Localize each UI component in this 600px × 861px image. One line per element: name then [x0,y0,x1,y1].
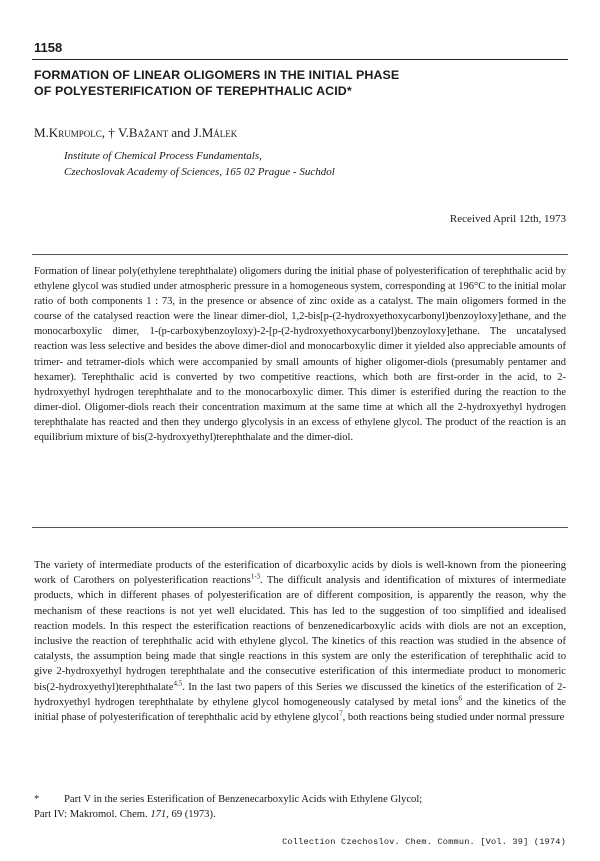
body-text-4: and the kinetics of the initial phase of polyesterification of terephthalic acid by ethylene glycol [34,696,566,724]
author-3: J.Málek [193,125,238,140]
footnote-line-2-prefix: Part IV: Makromol. Chem. [34,809,148,820]
citation-3: 6 [458,694,462,703]
body-paragraph [34,558,566,725]
citation-4: 7 [339,709,343,718]
affiliation-line-1: Institute of Chemical Process Fundamentals, [64,150,262,162]
body-text-3: . In the last two papers of this Series we discussed the kinetics of the esterification of 2-hydroxyethyl hydrogen terephthalate by ethylene glycol homogeneously catalysed by metal ions [34,681,566,708]
body-text-5: , both reactions being studied under normal pressure [342,712,565,724]
abstract-top-rule [32,254,568,255]
footnote [34,792,566,822]
page-number: 1158 [34,40,63,55]
citation-2: 4,5 [173,679,183,688]
affiliation-line-2: Czechoslovak Academy of Sciences, 165 02 Prague - Suchdol [64,166,335,178]
author-list [34,125,237,141]
citation-1: 1-3 [250,572,261,581]
journal-reference: Collection Czechoslov. Chem. Commun. [Vol. 39] (1974) [282,837,566,847]
dagger-mark: † [108,125,115,140]
title-line-2: OF POLYESTERIFICATION OF TEREPHTHALIC ACID* [34,84,352,98]
article-title [34,67,554,99]
abstract: Formation of linear poly(ethylene terephthalate) oligomers during the initial phase of polyesterification of terephthalic acid by ethylene glycol was studied under atmospheric pressure in a homogeneous system, corresponding at 196°C to the initial molar ratio of both components 1 : 73, in the presence or absence of zinc oxide as a catalyst. The main oligomers formed in the course of the catalysed reaction were the linear dimer-diol, 1,2-bis[p-(2-hydroxyethoxycarbonyl)benzoyloxy]ethane, and the monocarboxylic dimer, 1-(p-carboxybenzoyloxy)-2-[p-(2-hydroxyethoxycarbonyl)benzoyloxy]ethane. The uncatalysed reaction was less selective and besides the above dimer-diol and monocarboxylic dimer it yielded also appreciable amounts of trimer- and tetramer-diols which were accompanied by small amounts of higher oligomer-diols (presumably pentamer and hexamer). Terephthalic acid is converted by two competitive reactions, which both are first-order in the acid, to 2-hydroxyethyl hydrogen terephthalate and to the monocarboxylic dimer. This dimer is esterified during the reaction to the dimer-diol. Oligomer-diols reach their concentration maximum at the same time at which all the 2-hydroxyethyl hydrogen terephthalate has reacted and then they undergo glycolysis in an excess of ethylene glycol. The product of the reaction is an equilibrium mixture of bis(2-hydroxyethyl)terephthalate and the dimer-diol. [34,266,566,444]
received-date: Received April 12th, 1973 [449,213,566,225]
body-text-2: . The difficult analysis and identification of mixtures of intermediate products, which in different phases of polyesterification are of different composition, is apparently the reason, why the mechanism of these reactions is not yet well elucidated. This has led to the suggestion of too simplified and idealised reaction models. In this respect the esterification reactions of benzenedicarboxylic acids with diols are not an exception, inclusive the reaction of terephthalic acid with ethylene glycol. The kinetics of this reaction was studied in the absence of catalysts, the assumption being made that single reactions in this system are only the esterification of terephthalic acid to give 2-hydroxyethyl hydrogen terephthalate and the consecutive esterification of this intermediate product to monomeric bis(2-hydroxyethyl)terephthalate [34,575,566,693]
author-2: V.Bažant [117,125,169,140]
header-rule [32,59,568,60]
footnote-mark: * [34,794,40,805]
body-text-1: The variety of intermediate products of the esterification of dicarboxylic acids by diols is well-known from the pioneering work of Carothers on polyesterification reactions [34,560,566,587]
abstract-bottom-rule [32,527,568,528]
title-line-1: FORMATION OF LINEAR OLIGOMERS IN THE INITIAL PHASE [34,68,400,82]
author-1: M.Krumpolc, [34,125,105,140]
affiliation [64,148,335,180]
footnote-volume: 171 [150,809,167,820]
footnote-line-2-suffix: , 69 (1973). [166,809,216,820]
footnote-line-1: Part V in the series Esterification of Benzenecarboxylic Acids with Ethylene Glycol; [64,794,423,805]
author-conjunction: and [171,125,191,140]
